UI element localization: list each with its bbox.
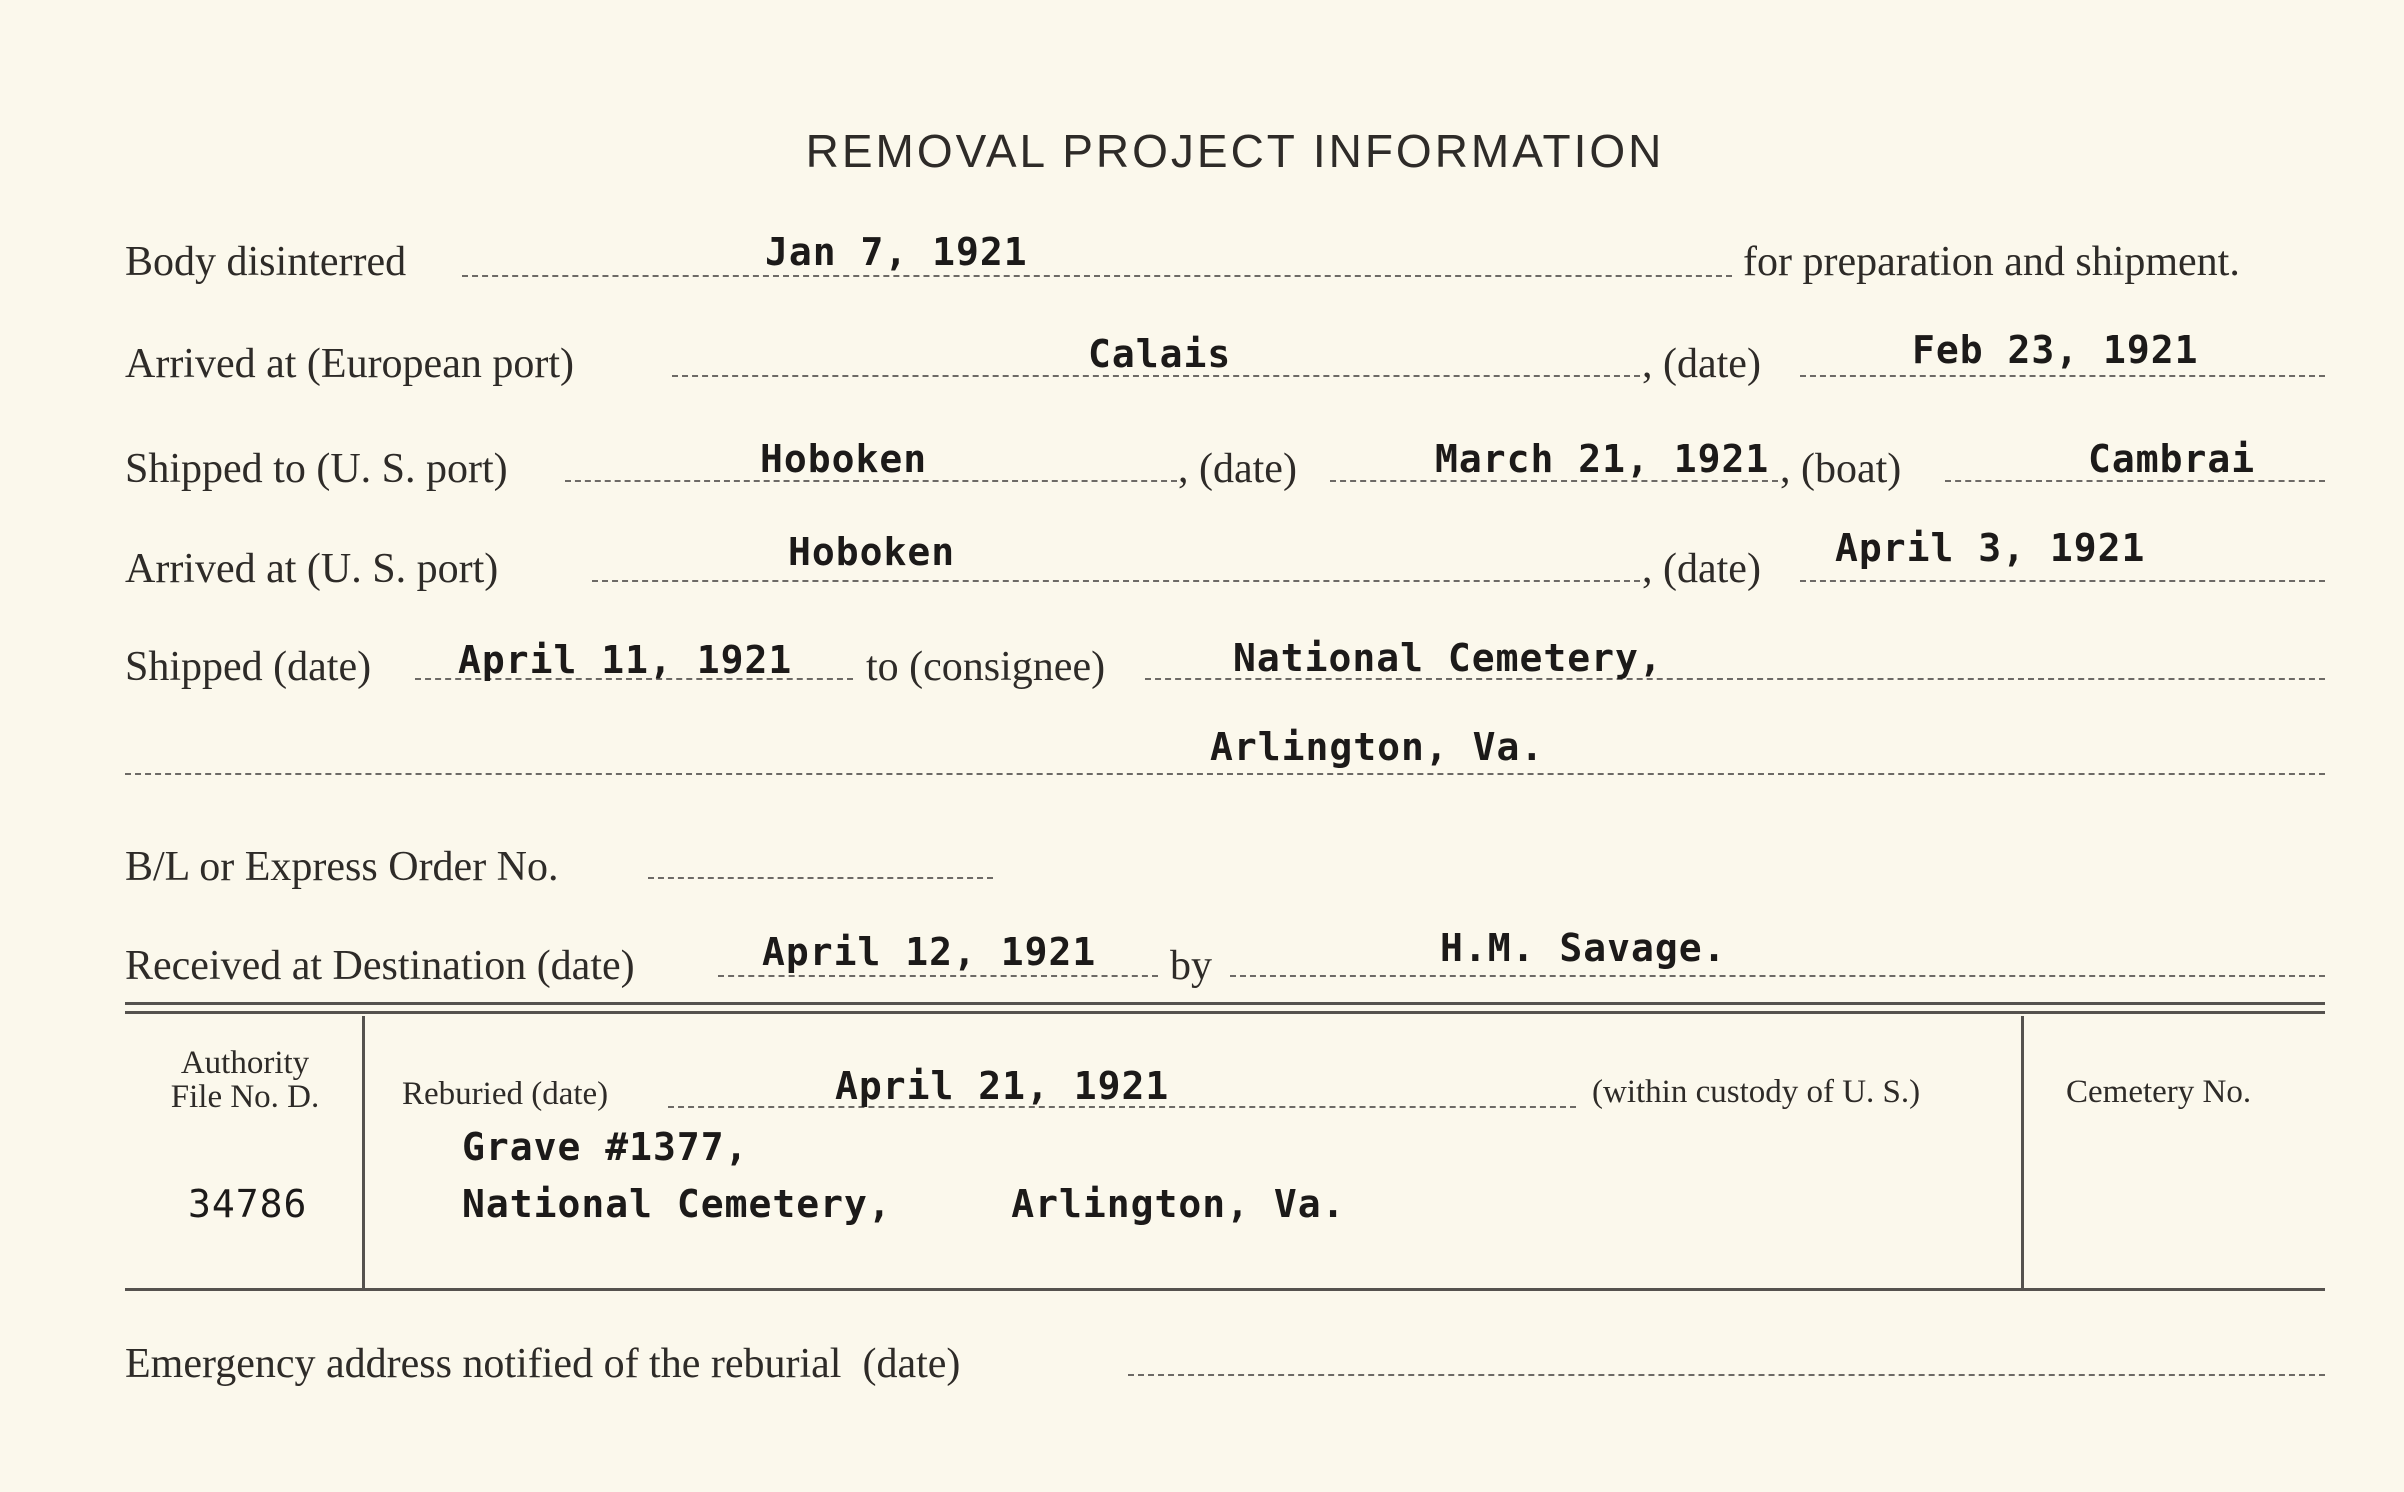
authority-label-line-2: File No. D. — [170, 1079, 320, 1115]
shipped-to-us-port-value: Hoboken — [760, 437, 928, 481]
consignee-value-1: National Cemetery, — [1233, 636, 1663, 680]
received-destination-line — [718, 975, 1158, 977]
european-port-value: Calais — [1088, 332, 1232, 376]
grave-number: Grave #1377, — [462, 1125, 749, 1169]
emergency-address-line — [1128, 1374, 2325, 1376]
body-disinterred-date: Jan 7, 1921 — [765, 230, 1028, 274]
bl-express-order-label: B/L or Express Order No. — [125, 844, 559, 890]
box-top-rule-2 — [125, 1011, 2325, 1014]
grave-location: National Cemetery, Arlington, Va. — [462, 1182, 1346, 1226]
arrived-us-port-value: Hoboken — [788, 530, 956, 574]
box-top-rule-1 — [125, 1002, 2325, 1005]
received-destination-label: Received at Destination (date) — [125, 943, 635, 989]
european-port-date: Feb 23, 1921 — [1912, 328, 2199, 372]
arrived-us-port-label: Arrived at (U. S. port) — [125, 546, 499, 592]
consignee-value-2: Arlington, Va. — [1210, 725, 1545, 769]
received-destination-date: April 12, 1921 — [762, 930, 1097, 974]
shipped-date-label: , (date) — [1178, 446, 1297, 492]
body-disinterred-label: Body disinterred — [125, 239, 407, 285]
authority-label — [130, 1046, 360, 1114]
authority-label-line-1: Authority — [180, 1045, 310, 1081]
shipped-date-row-value: April 11, 1921 — [458, 638, 793, 682]
received-by-label: by — [1170, 943, 1212, 989]
european-port-label: Arrived at (European port) — [125, 341, 574, 387]
reburied-date: April 21, 1921 — [835, 1064, 1170, 1108]
emergency-address-label: Emergency address notified of the reburial (date) — [125, 1341, 961, 1387]
bl-express-order-line — [648, 877, 993, 879]
card-title: REMOVAL PROJECT INFORMATION — [805, 125, 1665, 177]
preparation-shipment-text: for preparation and shipment. — [1743, 239, 2240, 285]
consignee-line-2 — [125, 773, 2325, 775]
arrived-us-port-line — [592, 580, 1640, 582]
received-by-line — [1230, 975, 2325, 977]
shipped-to-us-port-label: Shipped to (U. S. port) — [125, 446, 508, 492]
arrived-us-date: April 3, 1921 — [1835, 526, 2146, 570]
authority-file-number: 34786 — [188, 1182, 308, 1226]
box-divider-right — [2021, 1016, 2024, 1288]
arrived-us-date-line — [1800, 580, 2325, 582]
body-disinterred-line — [462, 275, 1732, 277]
shipped-date-value: March 21, 1921 — [1435, 437, 1770, 481]
reburied-label: Reburied (date) — [402, 1076, 609, 1112]
european-port-date-label: , (date) — [1642, 341, 1761, 387]
box-divider-left — [362, 1016, 365, 1288]
arrived-us-date-label: , (date) — [1642, 546, 1761, 592]
box-bottom-rule — [125, 1288, 2325, 1291]
boat-value: Cambrai — [2088, 437, 2256, 481]
european-port-date-line — [1800, 375, 2325, 377]
boat-label: , (boat) — [1780, 446, 1902, 492]
consignee-label: to (consignee) — [866, 644, 1106, 690]
custody-label: (within custody of U. S.) — [1592, 1074, 1921, 1110]
received-by-value: H.M. Savage. — [1440, 926, 1727, 970]
cemetery-number-label: Cemetery No. — [2066, 1074, 2252, 1110]
shipped-date-row-label: Shipped (date) — [125, 644, 372, 690]
